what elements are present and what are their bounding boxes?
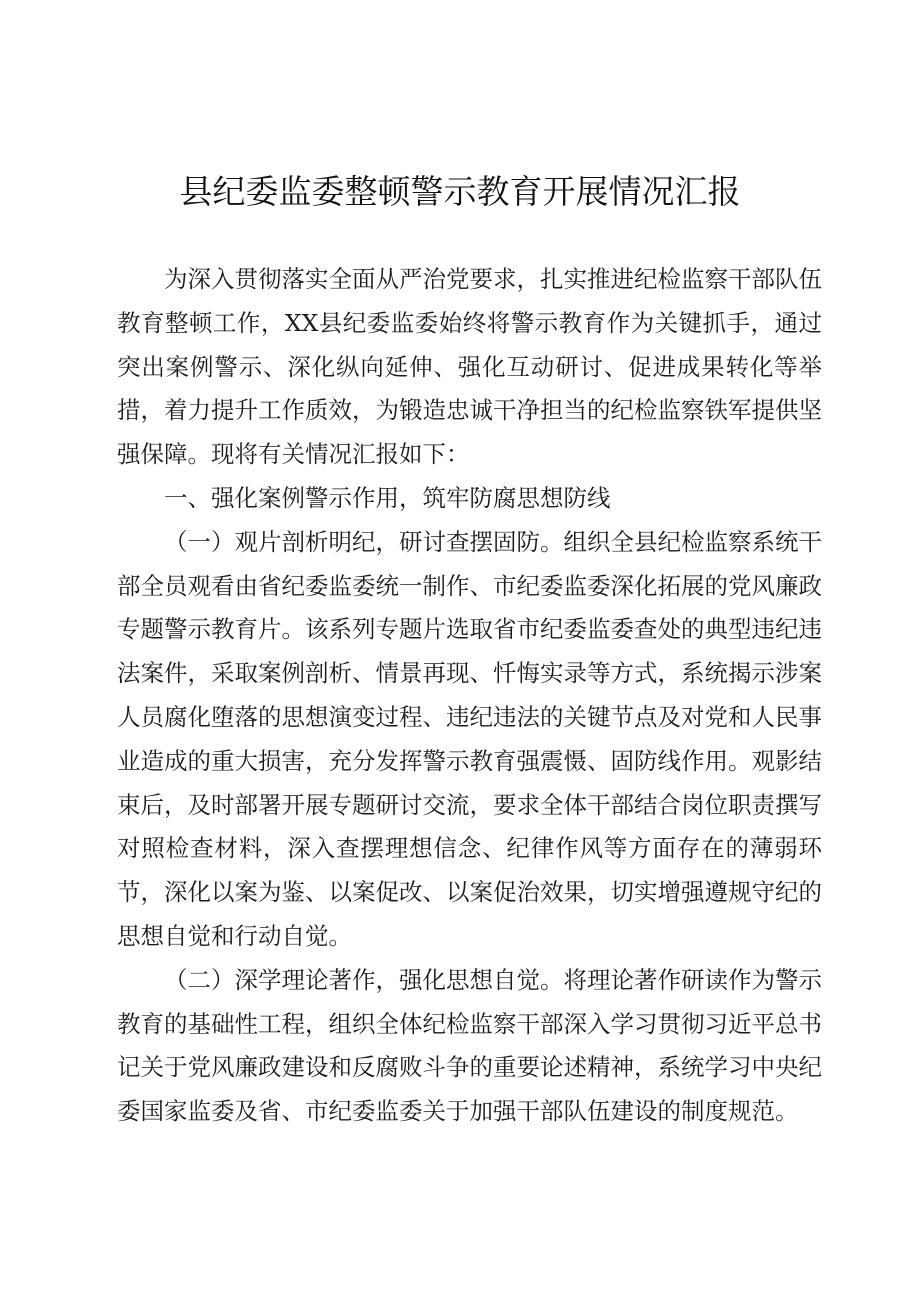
paragraph-2: （二）深学理论著作，强化思想自觉。将理论著作研读作为警示教育的基础性工程，组织全体纪检监察干部深入学习贯彻习近平总书记关于党风廉政建设和反腐败斗争的重要论述精神，系统学习中央纪委国家监委及省、市纪委监委关于加强干部队伍建设的制度规范。 <box>117 965 822 1126</box>
document-body <box>117 258 822 1134</box>
document-title: 县纪委监委整顿警示教育开展情况汇报 <box>179 172 741 211</box>
paragraph-1: （一）观片剖析明纪，研讨查摆固防。组织全县纪检监察系统干部全员观看由省纪委监委统一制作、市纪委监委深化拓展的党风廉政专题警示教育片。该系列专题片选取省市纪委监委查处的典型违纪违法案件，采取案例剖析、情景再现、忏悔实录等方式，系统揭示涉案人员腐化堕落的思想演变过程、违纪违法的关键节点及对党和人民事业造成的重大损害，充分发挥警示教育强震慑、固防线作用。观影结束后，及时部署开展专题研讨交流，要求全体干部结合岗位职责撰写对照检查材料，深入查摆理想信念、纪律作风等方面存在的薄弱环节，深化以案为鉴、以案促改、以案促治效果，切实增强遵规守纪的思想自觉和行动自觉。 <box>117 527 822 950</box>
intro-paragraph: 为深入贯彻落实全面从严治党要求，扎实推进纪检监察干部队伍教育整顿工作，XX县纪委监委始终将警示教育作为关键抓手，通过突出案例警示、深化纵向延伸、强化互动研讨、促进成果转化等举措，着力提升工作质效，为锻造忠诚干净担当的纪检监察铁军提供坚强保障。现将有关情况汇报如下： <box>117 265 822 469</box>
section-heading-1: 一、强化案例警示作用，筑牢防腐思想防线 <box>164 483 611 512</box>
